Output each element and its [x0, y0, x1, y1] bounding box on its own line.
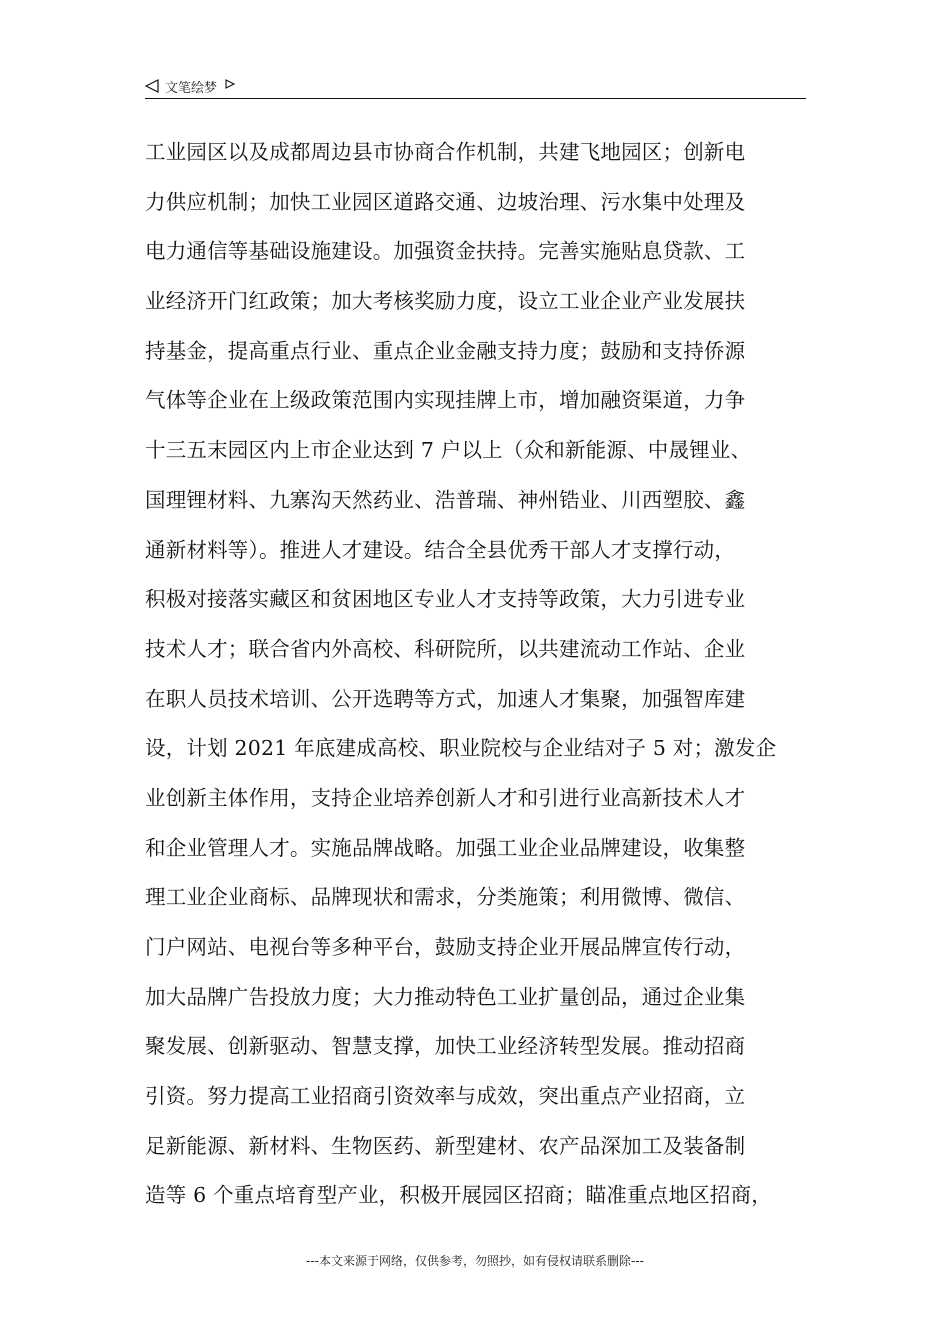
text-line: 业创新主体作用，支持企业培养创新人才和引进行业高新技术人才: [145, 785, 746, 810]
text-line: 聚发展、创新驱动、智慧支撑，加快工业经济转型发展。推动招商: [145, 1034, 746, 1059]
text-line: 工业园区以及成都周边县市协商合作机制，共建飞地园区；创新电: [145, 140, 746, 164]
text-line: 技术人才；联合省内外高校、科研院所，以共建流动工作站、企业: [145, 636, 746, 661]
text-line: 理工业企业商标、品牌现状和需求，分类施策；利用微博、微信、: [145, 885, 746, 910]
text-line: 引资。努力提高工业招商引资效率与成效，突出重点产业招商，立: [145, 1084, 746, 1109]
text-line: 力供应机制；加快工业园区道路交通、边坡治理、污水集中处理及: [145, 189, 746, 214]
page-header: [145, 74, 806, 98]
text-line: 通新材料等）。推进人才建设。结合全县优秀干部人才支撑行动，: [145, 537, 736, 562]
triangle-right-icon: [225, 79, 235, 89]
page-footer: ---本文来源于网络，仅供参考，勿照抄，如有侵权请联系删除---: [306, 1254, 644, 1268]
header-title: 文笔绘梦: [165, 80, 218, 96]
text-line: 气体等企业在上级政策范围内实现挂牌上市，增加融资渠道，力争: [145, 388, 746, 413]
text-line: 业经济开门红政策；加大考核奖励力度，设立工业企业产业发展扶: [145, 289, 746, 314]
text-line: 设，计划 2021 年底建成高校、职业院校与企业结对子 5 对；激发企: [145, 736, 777, 761]
text-line: 积极对接落实藏区和贫困地区专业人才支持等政策，大力引进专业: [145, 587, 746, 612]
body-paragraph: [145, 128, 815, 1221]
text-line: 国理锂材料、九寨沟天然药业、浩普瑞、神州锆业、川西塑胶、鑫: [145, 487, 746, 512]
text-line: 持基金，提高重点行业、重点企业金融支持力度；鼓励和支持侨源: [145, 338, 746, 363]
text-line: 电力通信等基础设施建设。加强资金扶持。完善实施贴息贷款、工: [145, 239, 746, 264]
text-line: 加大品牌广告投放力度；大力推动特色工业扩量创品，通过企业集: [145, 984, 746, 1009]
text-line: 在职人员技术培训、公开选聘等方式，加速人才集聚，加强智库建: [145, 686, 746, 711]
text-line: 和企业管理人才。实施品牌战略。加强工业企业品牌建设，收集整: [145, 835, 746, 860]
text-line: 造等 6 个重点培育型产业，积极开展园区招商；瞄准重点地区招商，: [145, 1183, 772, 1208]
text-line: 门户网站、电视台等多种平台，鼓励支持企业开展品牌宣传行动，: [145, 935, 746, 959]
triangle-left-icon: [145, 79, 159, 93]
text-line: 十三五末园区内上市企业达到 7 户以上（众和新能源、中晟锂业、: [145, 438, 752, 463]
header-divider: [145, 98, 806, 99]
text-line: 足新能源、新材料、生物医药、新型建材、农产品深加工及装备制: [145, 1133, 746, 1158]
